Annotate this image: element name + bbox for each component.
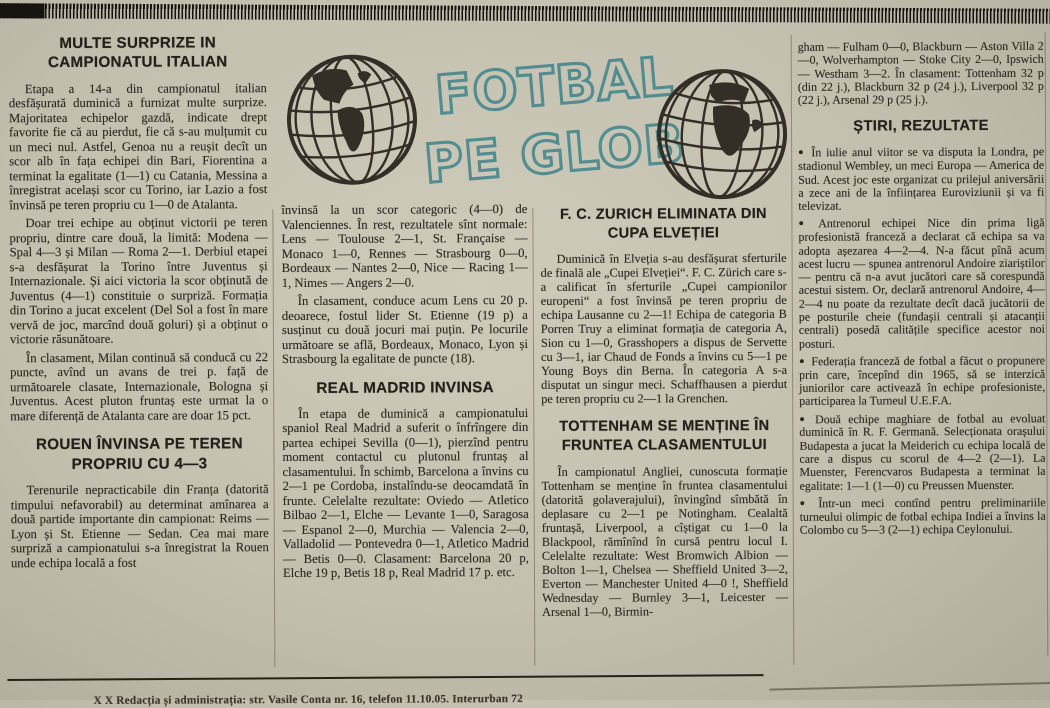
news-item — [798, 216, 1045, 351]
column-divider — [791, 35, 795, 665]
paragraph: Terenurile nepracticabile din Franța (datorită timpului nefavorabil) au determinat amînarea a două partide importante din campionat: Reims — Lyon și St. Etienne — Sedan. Cea mai mare surpriză a campionatului s-a înregistrat la Rouen unde echipa locală a fost — [10, 482, 269, 571]
news-item — [798, 145, 1044, 213]
paragraph: Duminică în Elveția s-au desfășurat sferturile de finală ale „Cupei Elveției“. F. C. Zürich care s-a calificat în sferturile „Cupei campionilor europeni“ a fost învinsă pe teren propriu de echipa Lausanne cu 2—1! Echipa de categoria B Porren Truy a eliminat formația de categoria A, Sion cu 1—0, Grasshopers a dispus de Servette cu 3—1, iar Chaud de Fonds a învins cu 5—1 pe Young Boys din Berna. În categoria A s-a disputat un singur meci. Schaffhausen a pierdut pe teren propriu cu 2—1 la Grenchen. — [540, 251, 788, 407]
masthead — [281, 43, 792, 205]
news-item-text: Două echipe maghiare de fotbal au evoluat duminică în R. F. Germană. Selecționata orașului Budapesta a jucat la Meiderich cu echipa locală de care a dispus cu scorul de 4—2 (2—1). La Muenster, Ferencvaros Budapesta a terminat la egalitate: 1—1 (1—0) cu Preussen Muenster. — [799, 410, 1046, 493]
paragraph: Etapa a 14-a din campionatul italian desfășurată duminică a furnizat multe surprize. Majoritatea echipelor gazdă, indicate drept favorite fie că au pierdut, fie că s-au mulțumit cu un meci nul. Astfel, Genoa nu a reușit decît un scor alb în fața echipei din Bari, Fiorentina a terminat la egalitate (1—1) cu Catania, Messina a înregistrat același scor cu Torino, iar Lazio a fost învinsă pe teren propriu cu 1—0 de Atalanta. — [8, 81, 268, 213]
column-divider — [272, 209, 275, 667]
news-item-text: În iulie anul viitor se va disputa la Londra, pe stadionul Wembley, un meci Europa — America de Sud. Acest joc este organizat cu prilejul aniversării a zece ani de la înființarea Euroviziunii și va fi televizat. — [798, 144, 1045, 213]
decorative-hatch-bar — [0, 3, 1050, 24]
globe-africa-europe-icon — [651, 63, 793, 205]
masthead-title-line1: FOTBAL — [433, 46, 676, 127]
imprint-line: X X Redacția și administrația: str. Vasile Conta nr. 16, telefon 11.10.05. Interurban 72 — [93, 693, 523, 708]
paragraph-continuation: învinsă la un scor categoric (4—0) de Valenciennes. În rest, rezultatele sînt normale: Lens — Toulouse 2—1, St. Française — Monaco 1—0, Rennes — Strasbourg 0—0, Bordeaux — Nantes 2—0, Nice — Racing 1—1, Nimes — Angers 2—0. — [281, 201, 528, 290]
column-divider — [532, 208, 535, 666]
column-switzerland-england — [540, 205, 788, 623]
bullet-icon: ● — [798, 218, 813, 229]
news-item-text: Federația franceză de fotbal a făcut o propunere prin care, începînd din 1965, să se interzică juniorilor care activează în echipe profesioniste, participarea la Turneul U.E.F.A. — [799, 353, 1046, 409]
heading-zurich: F. C. ZURICH ELIMINATA DIN CUPA ELVEȚIEI — [559, 205, 767, 242]
paragraph: În etapa de duminică a campionatului spaniol Real Madrid a suferit o înfrîngere din partea echipei Sevilla (0—1), pierzînd pentru moment contactul cu plutonul fruntaș al clasamentului. În schimb, Barcelona a învins cu 2—1 pe Cordoba, instalîndu-se deocamdată în frunte. Celelalte rezultate: Oviedo — Atletico Bilbao 2—1, Elche — Levante 1—0, Saragosa — Espanol 2—0, Murchia — Valencia 2—0, Valladolid — Pontevedra 0—1, Atletico Madrid — Betis 0—0. Clasament: Barcelona 20 p, Elche 19 p, Betis 18 p, Real Madrid 17 p. etc. — [282, 405, 529, 581]
news-item-text: Antrenorul echipei Nice din prima ligă profesionistă franceză a declarat că echipa sa va adopta așezarea 4—2—4. N-a făcut pînă acum acest lucru — spunea antrenorul Andoire ziariștilor — pentru că n-a avut jucători care să corespundă acestui sistem. Or, declară antrenorul Andoire, 4—2—4 nu poate da rezultate decît dacă jucătorii de pe posturile cheie (fundașii centrali și atacanții centrali) posedă calitățile specifice acestor noi posturi. — [798, 215, 1045, 351]
news-item — [799, 411, 1045, 492]
heading-tottenham: TOTTENHAM SE MENȚINE ÎN FRUNTEA CLASAMENTULUI — [559, 418, 770, 454]
masthead-title — [421, 43, 692, 204]
paragraph: Doar trei echipe au obținut victorii pe teren propriu, dintre care două, la limită: Modena — Spal 4—3 și Milan — Roma 2—1. Derbiul etapei s-a desfășurat la Torino între Juventus și Internazionale. Și aici victoria la scor obținută de Juventus (4—1) constituie o surpriză. Formația din Torino a jucat excelent (Del Sol a fost în mare vervă de joc, marcînd două goluri) și a obținut o victorie răsunătoare. — [9, 215, 268, 347]
paragraph: În clasament, conduce acum Lens cu 20 p. deoarece, fostul lider St. Etienne (19 p) a susținut cu două jocuri mai puțin. Pe locurile următoare se află, Bordeaux, Monaco, Lyon și Strasbourg la egalitate de puncte (18). — [281, 292, 529, 367]
bullet-icon: ● — [799, 355, 806, 366]
footer-rule-right — [769, 682, 1050, 691]
column-italian-championship — [9, 33, 269, 574]
globe-americas-icon — [278, 46, 426, 194]
bullet-icon: ● — [798, 147, 806, 158]
bullet-icon: ● — [799, 413, 810, 424]
paragraph: În campionatul Angliei, cunoscuta formație Tottenham se menține în fruntea clasamentului (datorită golaverajului), învingînd sîmbătă în deplasare cu 2—1 pe Notingham. Cealaltă fruntașă, Liverpool, a cîștigat cu 1—0 la Blackpool, rămînînd în cursă pentru locul I. Celelalte rezultate: West Bromwich Albion — Bolton 1—1, Chelsea — Sheffield United 3—2, Everton — Manchester United 4—0 !, Sheffield Wednesday — Burnley 3—1, Leicester — Arsenal 1—0, Birmin- — [541, 463, 789, 619]
heading-real-madrid: REAL MADRID INVINSA — [316, 378, 494, 397]
bullet-icon: ● — [799, 497, 813, 508]
news-item — [799, 354, 1045, 409]
news-item — [800, 496, 1046, 537]
heading-stiri-rezultate: ȘTIRI, REZULTATE — [853, 118, 989, 136]
heading-italian-surprises: MULTE SURPRIZE IN CAMPIONATUL ITALIAN — [47, 34, 228, 72]
paragraph-continuation: gham — Fulham 0—0, Blackburn — Aston Villa 2—0, Wolverhampton — Stoke City 2—0, Ipswich — Westham 3—2. În clasament: Tottenham 32 p (din 22 j.), Blackburn 32 p (24 j.), Liverpool 32 p (22 j.), Arsenal 29 p (25 j.). — [797, 38, 1044, 107]
column-news-results — [798, 40, 1046, 541]
masthead-title-line2: PE GLOB — [422, 113, 688, 196]
footer-rule — [7, 674, 763, 681]
news-item-text: Într-un meci contînd pentru preliminariile turneului olimpic de fotbal echipa Indiei a învins la Colombo cu 5—3 (2—1) echipa Ceylonului. — [799, 495, 1046, 537]
page-edge-rule — [1045, 32, 1049, 656]
paragraph: În clasament, Milan continuă să conducă cu 22 puncte, avînd un avans de trei p. față de următoarele clasate, Internazionale, Bologna și Juventus. Acest pluton fruntaș este urmat la o mare diferență de Atalanta care are doar 15 pct. — [10, 350, 269, 424]
column-france-spain — [281, 202, 529, 585]
heading-rouen: ROUEN ÎNVINSA PE TEREN PROPRIU CU 4—3 — [35, 435, 243, 473]
